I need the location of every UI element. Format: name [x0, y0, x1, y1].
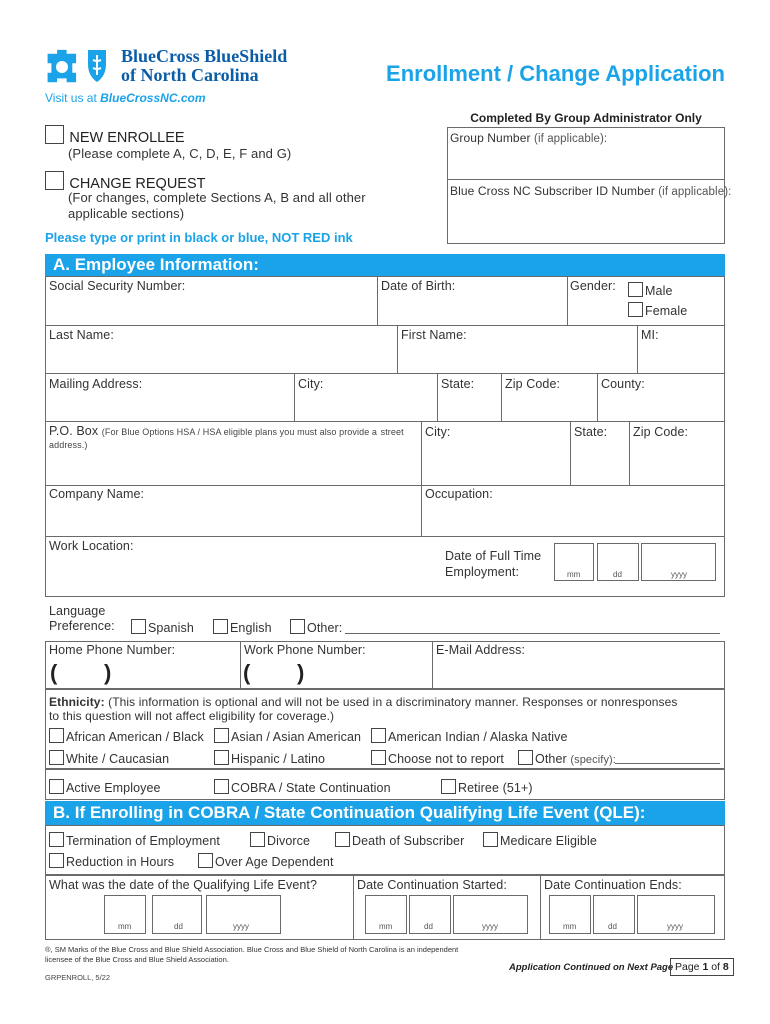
eth-hispanic-label: Hispanic / Latino [231, 752, 326, 766]
work-phone-field[interactable]: Work Phone Number: [244, 643, 366, 657]
eth-specify-label: (specify): [570, 754, 616, 766]
qle-reduction-label: Reduction in Hours [66, 855, 175, 869]
retiree-label: Retiree (51+) [458, 781, 533, 795]
start-mm-hint: mm [379, 922, 393, 931]
po-zip-field[interactable]: Zip Code: [633, 425, 689, 439]
state-field[interactable]: State: [441, 377, 475, 391]
occupation-field[interactable]: Occupation: [425, 487, 493, 501]
page-number: 1 [702, 961, 709, 973]
full-time-date-label: Date of Full Time [445, 549, 542, 563]
subscriber-id-field[interactable] [450, 184, 731, 198]
spanish-checkbox[interactable] [131, 619, 146, 634]
continuation-started-label: Date Continuation Started: [357, 878, 507, 892]
eth-white-label: White / Caucasian [66, 752, 170, 766]
mm-hint: mm [567, 570, 581, 579]
group-number-note: (if applicable): [534, 133, 608, 145]
qle-medicare-label: Medicare Eligible [500, 834, 597, 848]
qle-divorce-label: Divorce [267, 834, 311, 848]
page-of: of [708, 961, 723, 973]
section-a-header: A. Employee Information: [45, 254, 725, 276]
qle-termination-checkbox[interactable] [49, 832, 64, 847]
qle-death-checkbox[interactable] [335, 832, 350, 847]
mi-field[interactable]: MI: [641, 328, 659, 342]
eth-other-line[interactable] [615, 763, 720, 764]
active-employee-option[interactable] [49, 779, 161, 795]
active-employee-checkbox[interactable] [49, 779, 64, 794]
subscriber-id-label: Blue Cross NC Subscriber ID Number [450, 184, 655, 198]
eth-hispanic-checkbox[interactable] [214, 750, 229, 765]
eth-choose-not-checkbox[interactable] [371, 750, 386, 765]
eth-asian-checkbox[interactable] [214, 728, 229, 743]
qle-reduction-checkbox[interactable] [49, 853, 64, 868]
eth-other-label: Other [535, 752, 567, 766]
male-label: Male [645, 284, 673, 298]
start-dd-hint: dd [424, 922, 433, 931]
eth-american-indian-checkbox[interactable] [371, 728, 386, 743]
work-area-close: ) [297, 660, 305, 685]
mailing-address-field[interactable]: Mailing Address: [49, 377, 143, 391]
eth-other-checkbox[interactable] [518, 750, 533, 765]
group-number-field[interactable] [450, 131, 607, 145]
brand-name-line1: BlueCross BlueShield [121, 46, 288, 66]
other-language-option[interactable] [290, 619, 342, 635]
language-label: Language [49, 604, 106, 618]
other-language-checkbox[interactable] [290, 619, 305, 634]
visit-prefix: Visit us at [45, 91, 101, 105]
ssn-field[interactable]: Social Security Number: [49, 279, 186, 293]
ethnicity-note [49, 695, 721, 723]
male-checkbox[interactable] [628, 282, 643, 297]
po-box-field[interactable] [49, 425, 419, 451]
start-yyyy-hint: yyyy [482, 922, 498, 931]
ethnicity-note-text-2: to this question will not affect eligibility for coverage.) [49, 709, 335, 723]
spanish-label: Spanish [148, 621, 194, 635]
new-enrollee-note: (Please complete A, C, D, E, F and G) [68, 146, 292, 161]
qle-termination-option[interactable] [49, 832, 220, 848]
active-employee-label: Active Employee [66, 781, 161, 795]
retiree-checkbox[interactable] [441, 779, 456, 794]
qle-divorce-checkbox[interactable] [250, 832, 265, 847]
eth-african-american-label: African American / Black [66, 730, 204, 744]
qle-date-label: What was the date of the Qualifying Life Event? [49, 878, 318, 892]
qle-death-option[interactable] [335, 832, 464, 848]
dd-hint: dd [613, 570, 622, 579]
qle-medicare-checkbox[interactable] [483, 832, 498, 847]
eth-white-checkbox[interactable] [49, 750, 64, 765]
po-box-note-2: street address.) [49, 427, 404, 450]
qle-over-age-option[interactable] [198, 853, 334, 869]
qle-death-label: Death of Subscriber [352, 834, 465, 848]
change-request-label: CHANGE REQUEST [69, 176, 206, 192]
new-enrollee-label: NEW ENROLLEE [69, 130, 185, 146]
work-location-field[interactable]: Work Location: [49, 539, 134, 553]
county-field[interactable]: County: [601, 377, 645, 391]
ethnicity-note-text: (This information is optional and will not be used in a discriminatory manner. Responses or nonresponses [104, 695, 678, 709]
eth-other-option[interactable] [518, 750, 616, 766]
email-field[interactable]: E-Mail Address: [436, 643, 526, 657]
full-time-date-label-2: Employment: [445, 565, 520, 579]
eth-american-indian-option[interactable] [371, 728, 568, 744]
change-request-checkbox[interactable] [45, 171, 64, 190]
end-dd-hint: dd [608, 922, 617, 931]
eth-choose-not-option[interactable] [371, 750, 504, 766]
eth-asian-label: Asian / Asian American [231, 730, 362, 744]
yyyy-hint: yyyy [671, 570, 687, 579]
continued-note: Application Continued on Next Page [509, 962, 674, 973]
section-b-header: B. If Enrolling in COBRA / State Continuation Qualifying Life Event (QLE): [45, 801, 725, 825]
change-request-option[interactable] [45, 171, 206, 192]
cobra-label: COBRA / State Continuation [231, 781, 391, 795]
spanish-option[interactable] [131, 619, 194, 635]
continuation-ends-label: Date Continuation Ends: [544, 878, 682, 892]
page-prefix: Page [675, 961, 703, 973]
english-checkbox[interactable] [213, 619, 228, 634]
change-request-note: (For changes, complete Sections A, B and all other [68, 190, 366, 205]
company-name-field[interactable]: Company Name: [49, 487, 145, 501]
po-box-note: (For Blue Options HSA / HSA eligible plans you must also provide a [101, 427, 378, 437]
qle-dd-hint: dd [174, 922, 183, 931]
last-name-field[interactable]: Last Name: [49, 328, 114, 342]
brand-name-line2: of North Carolina [121, 65, 259, 85]
qle-over-age-checkbox[interactable] [198, 853, 213, 868]
admin-heading: Completed By Group Administrator Only [447, 111, 725, 128]
zip-field[interactable]: Zip Code: [505, 377, 561, 391]
first-name-field[interactable]: First Name: [401, 328, 467, 342]
eth-choose-not-label: Choose not to report [388, 752, 504, 766]
change-request-note-2: applicable sections) [68, 206, 185, 221]
retiree-option[interactable] [441, 779, 533, 795]
other-language-line[interactable] [345, 633, 720, 634]
home-area-open: ( [50, 660, 58, 685]
eth-african-american-option[interactable] [49, 728, 204, 744]
gender-label: Gender: [570, 279, 616, 293]
po-state-field[interactable]: State: [574, 425, 608, 439]
eth-american-indian-label: American Indian / Alaska Native [388, 730, 568, 744]
female-checkbox[interactable] [628, 302, 643, 317]
other-language-label: Other: [307, 621, 343, 635]
trademark-note-2: licensee of the Blue Cross and Blue Shield Association. [45, 955, 229, 964]
eth-hispanic-option[interactable] [214, 750, 325, 766]
website-link[interactable]: BlueCrossNC.com [100, 91, 206, 105]
qle-reduction-option[interactable] [49, 853, 174, 869]
page-title: Enrollment / Change Application [386, 61, 725, 86]
qle-over-age-label: Over Age Dependent [215, 855, 334, 869]
page-indicator [670, 958, 734, 976]
gender-female-option[interactable] [628, 302, 687, 318]
po-city-field[interactable]: City: [425, 425, 451, 439]
qle-termination-label: Termination of Employment [66, 834, 220, 848]
home-phone-field[interactable]: Home Phone Number: [49, 643, 176, 657]
eth-white-option[interactable] [49, 750, 169, 766]
work-area-open: ( [243, 660, 251, 685]
end-yyyy-hint: yyyy [667, 922, 683, 931]
english-label: English [230, 621, 272, 635]
new-enrollee-option[interactable] [45, 125, 185, 146]
trademark-note: ®, SM Marks of the Blue Cross and Blue Shield Association. Blue Cross and Blue Shield of North Carolina is an independent [45, 945, 459, 954]
end-mm-hint: mm [563, 922, 577, 931]
home-area-close: ) [104, 660, 112, 685]
language-label-2: Preference: [49, 619, 115, 633]
eth-african-american-checkbox[interactable] [49, 728, 64, 743]
eth-asian-option[interactable] [214, 728, 361, 744]
cobra-checkbox[interactable] [214, 779, 229, 794]
qle-divorce-option[interactable] [250, 832, 310, 848]
female-label: Female [645, 304, 688, 318]
form-code: GRPENROLL, 5/22 [45, 973, 111, 982]
qle-mm-hint: mm [118, 922, 132, 931]
cobra-option[interactable] [214, 779, 391, 795]
ethnicity-label: Ethnicity: [49, 695, 105, 709]
new-enrollee-checkbox[interactable] [45, 125, 64, 144]
qle-yyyy-hint: yyyy [233, 922, 249, 931]
ink-instruction: Please type or print in black or blue, NOT RED ink [45, 230, 353, 245]
qle-medicare-option[interactable] [483, 832, 597, 848]
logo [44, 46, 112, 86]
gender-male-option[interactable] [628, 282, 673, 298]
subscriber-id-note: (if applicable): [658, 186, 732, 198]
visit-website [45, 91, 206, 105]
group-number-label: Group Number [450, 131, 531, 145]
city-field[interactable]: City: [298, 377, 324, 391]
po-box-label: P.O. Box [49, 424, 99, 438]
dob-field[interactable]: Date of Birth: [381, 279, 456, 293]
page-total: 8 [722, 961, 729, 973]
english-option[interactable] [213, 619, 272, 635]
